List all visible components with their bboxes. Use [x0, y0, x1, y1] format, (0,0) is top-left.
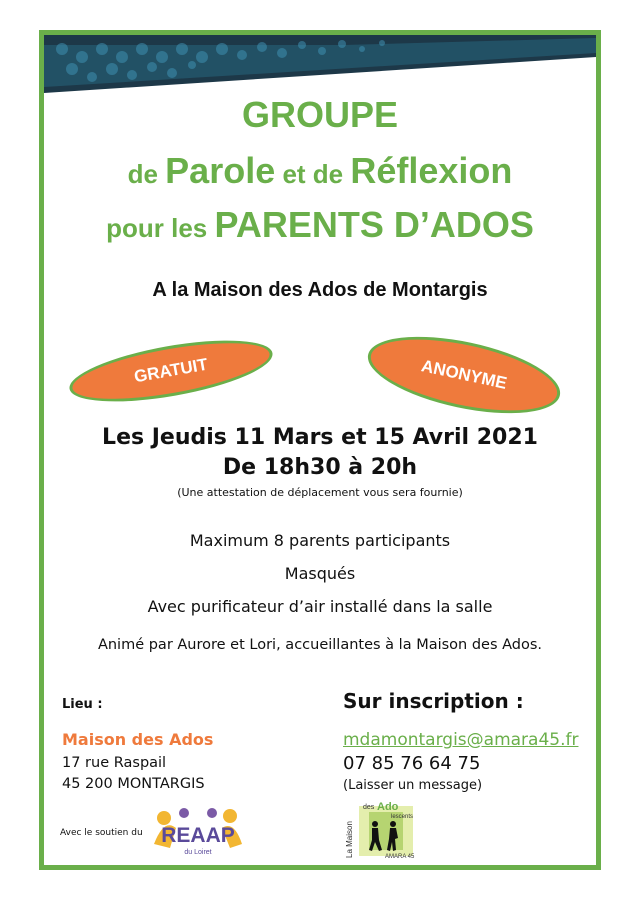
logo-text: des [363, 804, 375, 811]
title-word: Parole [165, 150, 276, 191]
support-label: Avec le soutien du [60, 828, 143, 838]
location-street: 17 rue Raspail [62, 755, 167, 771]
title-word: PARENTS D’ADOS [214, 204, 534, 245]
logo-text: Ado [377, 801, 399, 813]
registration-phone: 07 85 76 64 75 [343, 753, 481, 774]
title-word: Réflexion [350, 150, 513, 191]
title-word: et de [275, 159, 351, 189]
logo-text: AMARA 45 [385, 854, 415, 860]
badge-label: ANONYME [419, 356, 509, 393]
location-city: 45 200 MONTARGIS [62, 776, 205, 792]
subtitle: A la Maison des Ados de Montargis [152, 279, 488, 301]
reaap-logo [148, 804, 248, 860]
reaap-name: REAAP [161, 824, 235, 847]
badge-label: GRATUIT [132, 354, 210, 387]
location-label: Lieu : [62, 697, 103, 712]
animators-line: Animé par Aurore et Lori, accueillantes à la Maison des Ados. [97, 637, 543, 653]
event-time: De 18h30 à 20h [222, 455, 418, 480]
title-word: de [127, 159, 166, 189]
detail-item: Avec purificateur d’air installé dans la salle [147, 597, 493, 616]
logo-text: La Maison [345, 821, 354, 858]
maison-des-ados-logo [345, 800, 425, 860]
attestation-note: (Une attestation de déplacement vous sera fournie) [177, 486, 463, 499]
header-banner [44, 35, 596, 93]
detail-item: Masqués [284, 564, 356, 583]
reaap-sub: du Loiret [184, 849, 212, 856]
title-line-3 [44, 204, 596, 246]
event-dates: Les Jeudis 11 Mars et 15 Avril 2021 [102, 425, 538, 450]
logo-text: lescents [391, 814, 414, 820]
registration-title: Sur inscription : [343, 689, 524, 713]
detail-item: Maximum 8 parents participants [189, 531, 451, 550]
title-line-2 [44, 150, 596, 192]
registration-email-link[interactable]: mdamontargis@amara45.fr [343, 730, 579, 750]
title-word: pour les [106, 213, 215, 243]
title-line-1: GROUPE [241, 94, 399, 135]
location-name: Maison des Ados [62, 730, 214, 749]
registration-note: (Laisser un message) [343, 778, 483, 793]
